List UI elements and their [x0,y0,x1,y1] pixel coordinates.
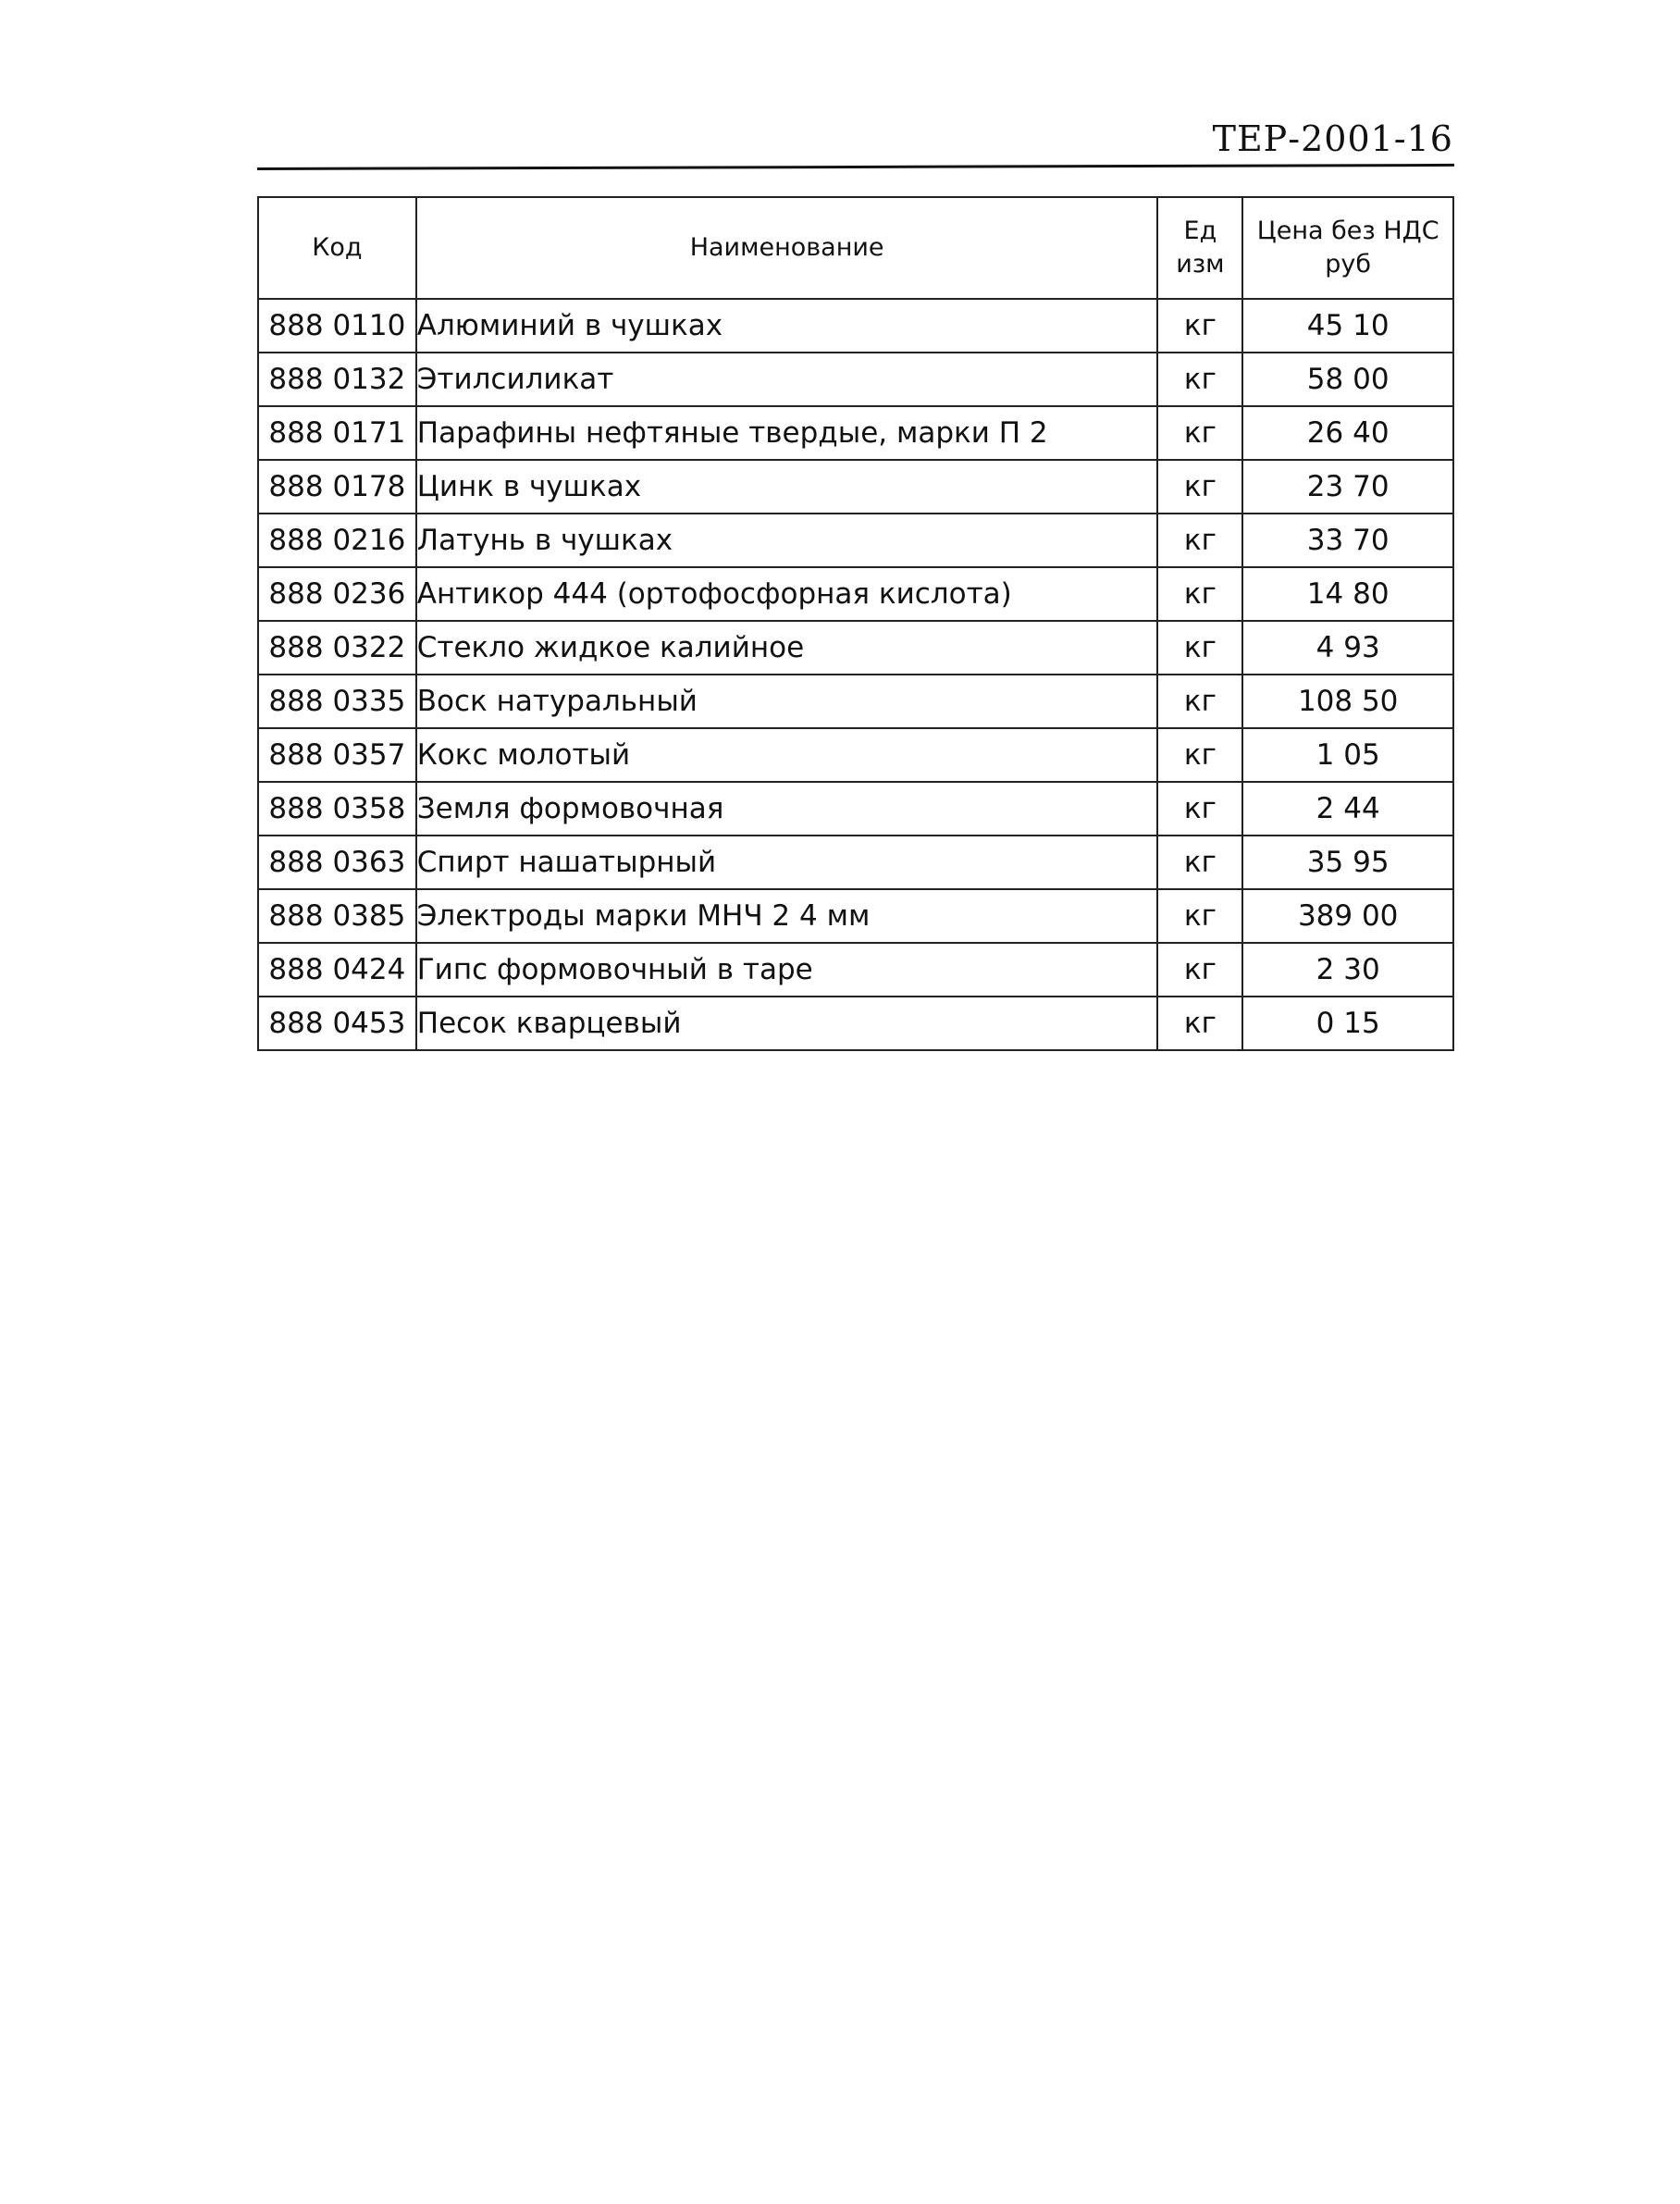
cell-name: Кокс молотый [416,728,1158,782]
cell-code: 888 0171 [258,406,416,460]
header-row [258,197,1453,299]
cell-price: 2 30 [1242,943,1453,997]
cell-code: 888 0453 [258,997,416,1050]
cell-code: 888 0216 [258,514,416,567]
cell-unit: кг [1157,299,1242,353]
cell-price: 45 10 [1242,299,1453,353]
cell-code: 888 0322 [258,621,416,675]
cell-price: 23 70 [1242,460,1453,514]
cell-code: 888 0358 [258,782,416,836]
table-row [258,943,1453,997]
table-row [258,728,1453,782]
cell-price: 26 40 [1242,406,1453,460]
cell-unit: кг [1157,406,1242,460]
header-rule [257,164,1454,170]
cell-unit: кг [1157,943,1242,997]
table-row [258,406,1453,460]
table-row [258,997,1453,1050]
cell-price: 35 95 [1242,836,1453,889]
cell-name: Песок кварцевый [416,997,1158,1050]
table-row [258,353,1453,406]
cell-unit: кг [1157,782,1242,836]
cell-name: Этилсиликат [416,353,1158,406]
cell-unit: кг [1157,675,1242,728]
cell-code: 888 0335 [258,675,416,728]
cell-unit: кг [1157,514,1242,567]
cell-price: 4 93 [1242,621,1453,675]
cell-name: Стекло жидкое калийное [416,621,1158,675]
cell-unit: кг [1157,836,1242,889]
cell-name: Алюминий в чушках [416,299,1158,353]
cell-name: Парафины нефтяные твердые, марки П 2 [416,406,1158,460]
cell-price: 58 00 [1242,353,1453,406]
cell-name: Электроды марки МНЧ 2 4 мм [416,889,1158,943]
column-header-unit-label: Ед изм [1176,217,1225,279]
cell-code: 888 0424 [258,943,416,997]
cell-price: 2 44 [1242,782,1453,836]
cell-code: 888 0178 [258,460,416,514]
cell-price: 0 15 [1242,997,1453,1050]
cell-name: Гипс формовочный в таре [416,943,1158,997]
table-body [258,299,1453,1050]
column-header-price-label: Цена без НДС руб [1256,217,1439,279]
cell-unit: кг [1157,460,1242,514]
cell-unit: кг [1157,728,1242,782]
cell-price: 108 50 [1242,675,1453,728]
table-row [258,460,1453,514]
column-header-price [1242,197,1453,299]
table-row [258,782,1453,836]
cell-code: 888 0385 [258,889,416,943]
column-header-unit [1157,197,1242,299]
cell-code: 888 0110 [258,299,416,353]
column-header-name: Наименование [416,197,1158,299]
cell-unit: кг [1157,621,1242,675]
cell-price: 1 05 [1242,728,1453,782]
cell-name: Цинк в чушках [416,460,1158,514]
cell-code: 888 0363 [258,836,416,889]
table-row [258,299,1453,353]
table-row [258,836,1453,889]
cell-price: 14 80 [1242,567,1453,621]
cell-unit: кг [1157,889,1242,943]
table-row [258,567,1453,621]
table-row [258,514,1453,567]
cell-name: Спирт нашатырный [416,836,1158,889]
cell-name: Антикор 444 (ортофосфорная кислота) [416,567,1158,621]
cell-code: 888 0236 [258,567,416,621]
document-code: ТЕР-2001-16 [1212,118,1453,159]
cell-code: 888 0357 [258,728,416,782]
cell-name: Земля формовочная [416,782,1158,836]
cell-price: 389 00 [1242,889,1453,943]
cell-price: 33 70 [1242,514,1453,567]
table-row [258,675,1453,728]
cell-unit: кг [1157,997,1242,1050]
price-table [257,196,1454,1051]
cell-name: Латунь в чушках [416,514,1158,567]
table-header [258,197,1453,299]
table-row [258,889,1453,943]
cell-name: Воск натуральный [416,675,1158,728]
cell-code: 888 0132 [258,353,416,406]
table-row [258,621,1453,675]
cell-unit: кг [1157,353,1242,406]
column-header-code: Код [258,197,416,299]
cell-unit: кг [1157,567,1242,621]
